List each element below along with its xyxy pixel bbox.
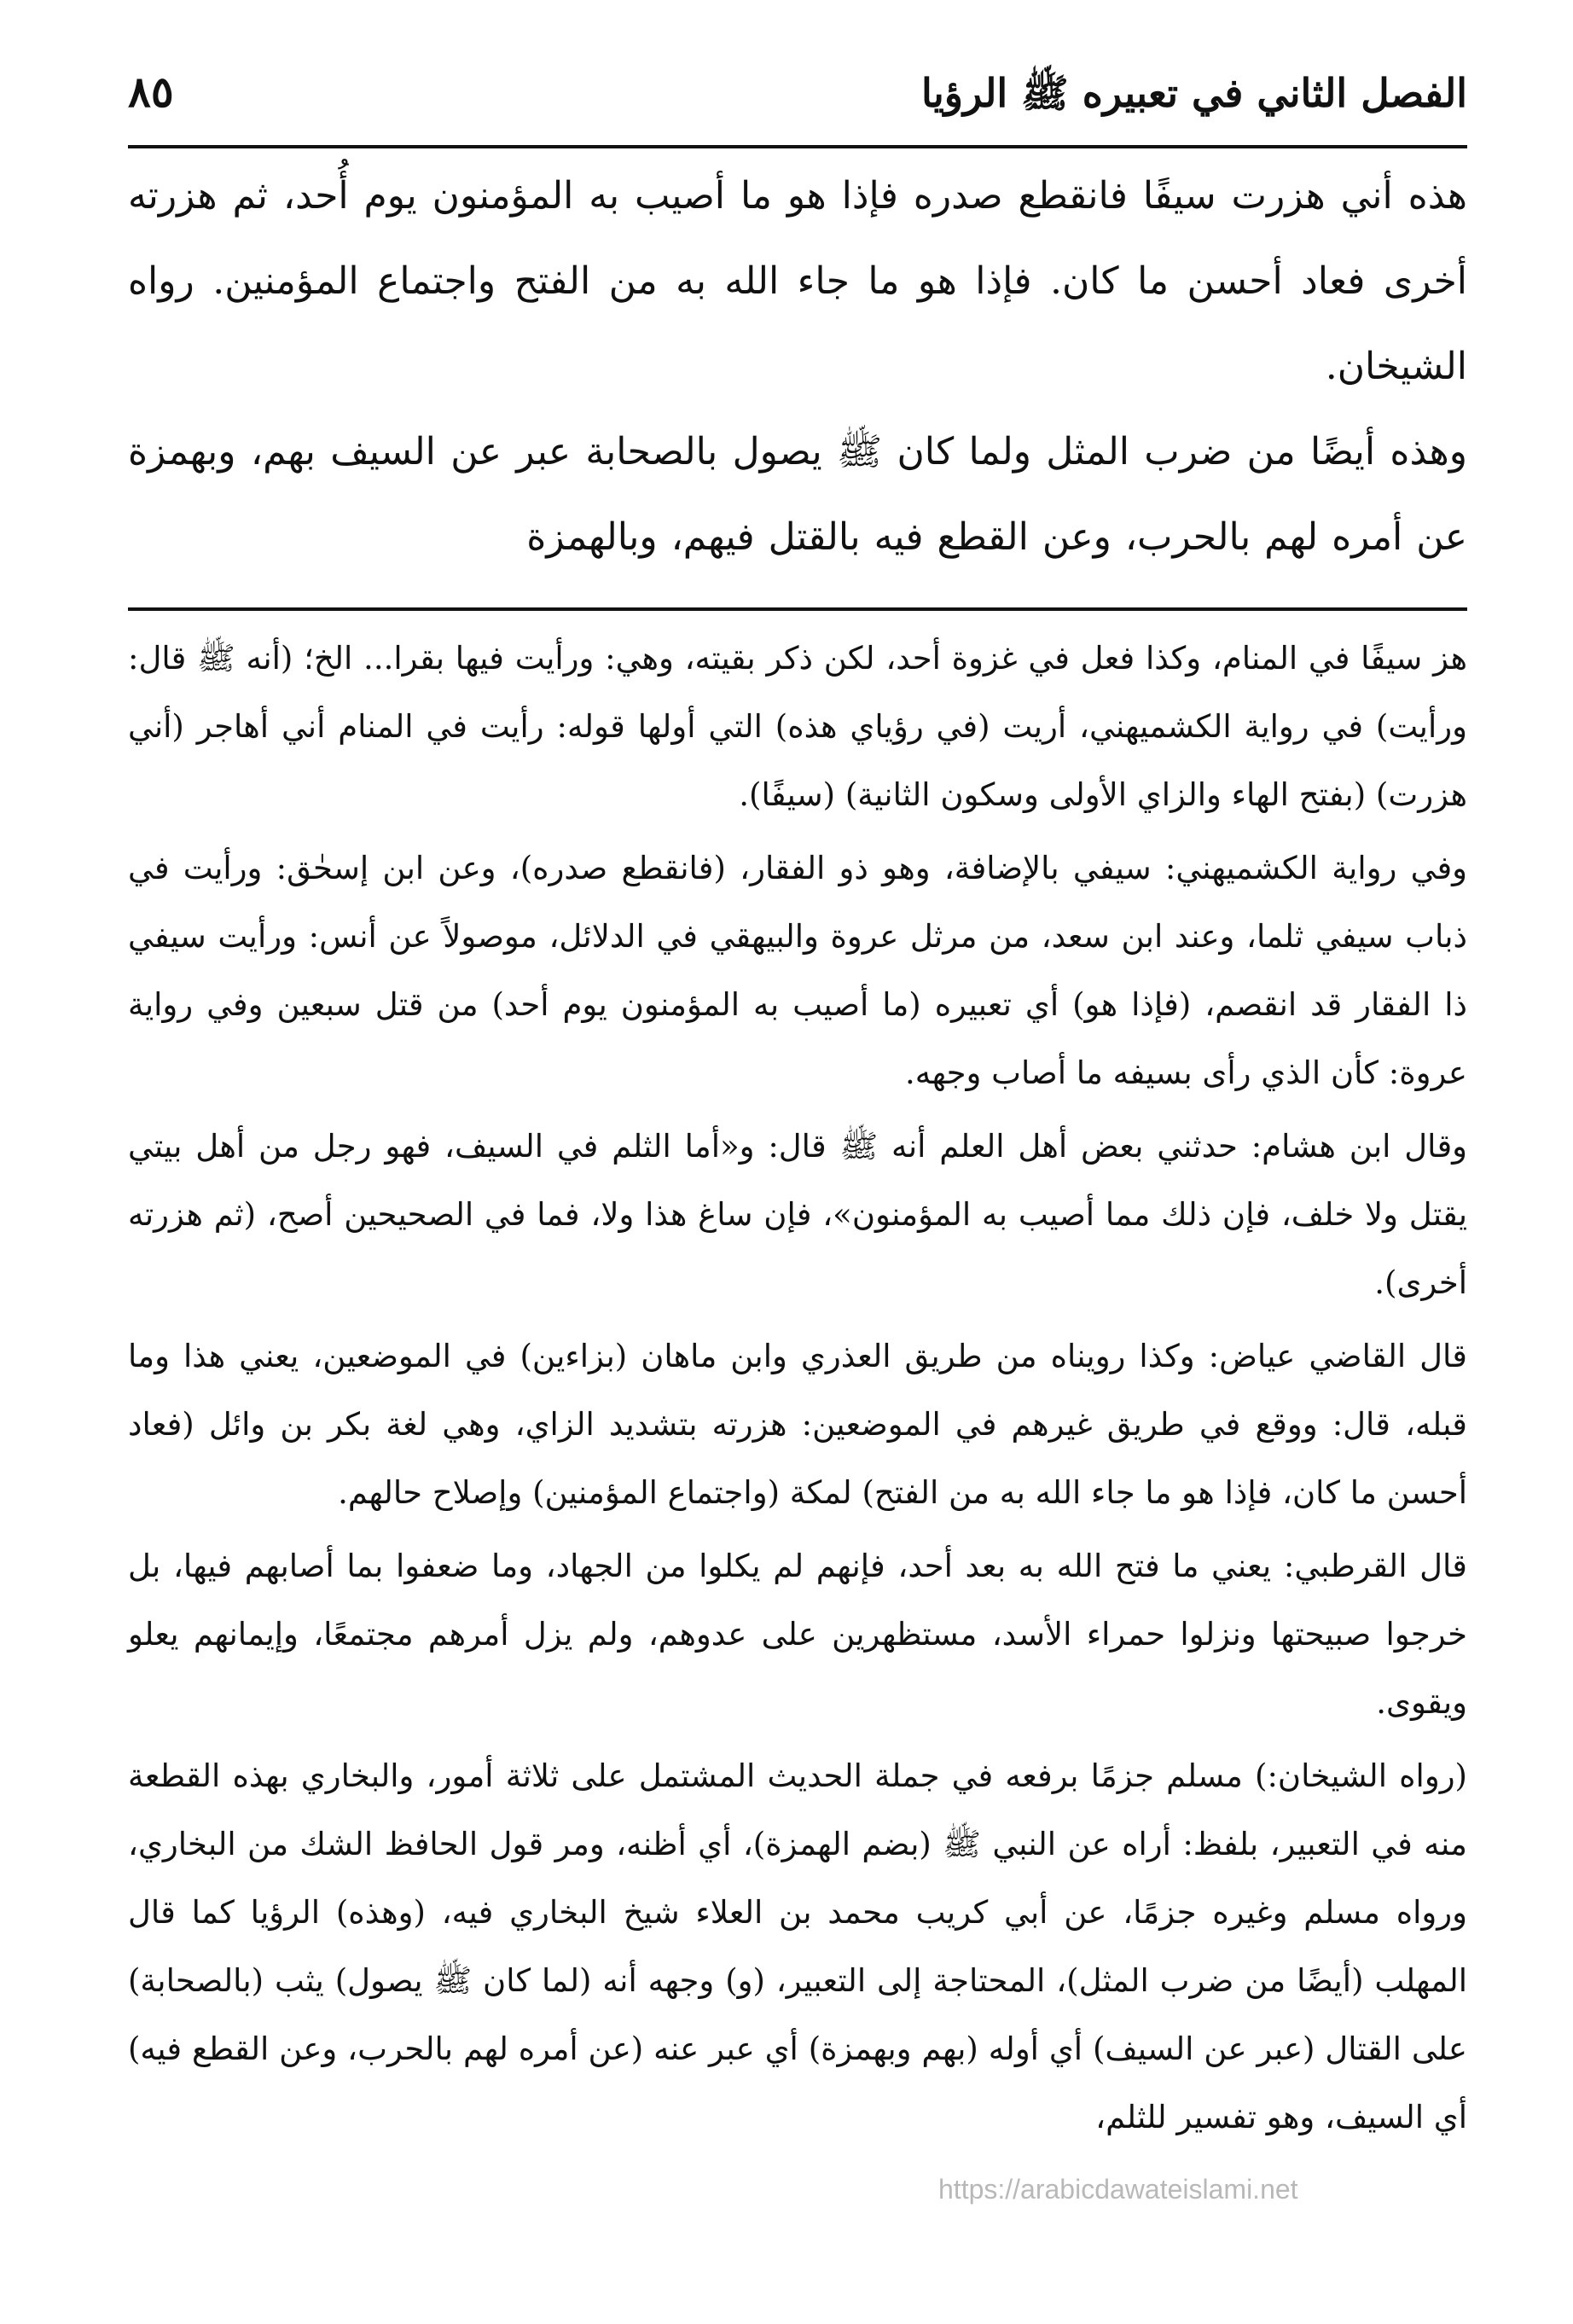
commentary <box>128 625 1467 2228</box>
watermark-url: https://arabicdawateislami.net <box>938 2174 1298 2205</box>
commentary-paragraph: قال القرطبي: يعني ما فتح الله به بعد أحد، فإنهم لم يكلوا من الجهاد، وما ضعفوا بما أصابهم فيها، بل خرجوا صبيحتها ونزلوا حمراء الأسد، مستظهرين على عدوهم، ولم يزل أمرهم مجتمعًا، وإيمانهم يعلو ويقوى. <box>128 1548 1467 1721</box>
commentary-paragraph: وقال ابن هشام: حدثني بعض أهل العلم أنه ﷺ قال: و«أما الثلم في السيف، فهو رجل من أهل بيتي يقتل ولا خلف، فإن ذلك مما أصيب به المؤمنون»، فإن ساغ هذا ولا، فما في الصحيحين أصح، (ثم هزرته أخرى). <box>128 1128 1467 1301</box>
commentary-paragraph: هز سيفًا في المنام، وكذا فعل في غزوة أحد، لكن ذكر بقيته، وهي: ورأيت فيها بقرا... الخ؛ (أنه ﷺ قال: ورأيت) في رواية الكشميهني، أريت (في رؤياي هذه) التي أولها قوله: رأيت في المنام أني أهاجر (أني هزرت) (بفتح الهاء والزاي الأولى وسكون الثانية) (سيفًا). <box>128 640 1467 813</box>
commentary-paragraph: قال القاضي عياض: وكذا رويناه من طريق العذري وابن ماهان (بزاءين) في الموضعين، يعني هذا وما قبله، قال: ووقع في طريق غيرهم في الموضعين: هزرته بتشديد الزاي، وهي لغة بكر بن وائل (فعاد أحسن ما كان، فإذا هو ما جاء الله به من الفتح) لمكة (واجتماع المؤمنين) وإصلاح حالهم. <box>128 1338 1467 1511</box>
commentary-paragraph: (رواه الشيخان:) مسلم جزمًا برفعه في جملة الحديث المشتمل على ثلاثة أمور، والبخاري بهذه القطعة منه في التعبير، بلفظ: أراه عن النبي ﷺ (بضم الهمزة)، أي أظنه، ومر قول الحافظ الشك من البخاري، ورواه مسلم وغيره جزمًا، عن أبي كريب محمد بن العلاء شيخ البخاري فيه، (وهذه) الرؤيا كما قال المهلب (أيضًا من ضرب المثل)، المحتاجة إلى التعبير، (و) وجهه أنه (لما كان ﷺ يصول) يثب (بالصحابة) على القتال (عبر عن السيف) أي أوله (بهم وبهمزة) أي عبر عنه (عن أمره لهم بالحرب، وعن القطع فيه) أي السيف، وهو تفسير للثلم، <box>128 1758 1467 2135</box>
chapter-title: الفصل الثاني في تعبيره ﷺ الرؤيا <box>920 70 1467 116</box>
commentary-paragraph: وفي رواية الكشميهني: سيفي بالإضافة، وهو ذو الفقار، (فانقطع صدره)، وعن ابن إسحٰق: ورأيت في ذباب سيفي ثلما، وعند ابن سعد، من مرثل عروة والبيهقي في الدلائل، موصولاً عن أنس: ورأيت سيفي ذا الفقار قد انقصم، (فإذا هو) أي تعبيره (ما أصيب به المؤمنون يوم أحد) من قتل سبعين وفي رواية عروة: كأن الذي رأى بسيفه ما أصاب وجهه. <box>128 850 1467 1091</box>
main-paragraph: وهذه أيضًا من ضرب المثل ولما كان ﷺ يصول بالصحابة عبر عن السيف بهم، وبهمزة عن أمره لهم بالحرب، وعن القطع فيه بالقتل فيهم، وبالهمزة <box>128 430 1468 559</box>
page-header <box>128 51 1467 148</box>
page-number: ٨٥ <box>128 67 174 117</box>
main-paragraph: هذه أني هزرت سيفًا فانقطع صدره فإذا هو ما أصيب به المؤمنون يوم أُحد، ثم هزرته أخرى فعاد أحسن ما كان. فإذا هو ما جاء الله به من الفتح واجتماع المؤمنين. رواه الشيخان. <box>128 174 1467 388</box>
main-text <box>128 154 1467 597</box>
book-page <box>128 51 1467 2286</box>
section-divider <box>128 607 1467 611</box>
